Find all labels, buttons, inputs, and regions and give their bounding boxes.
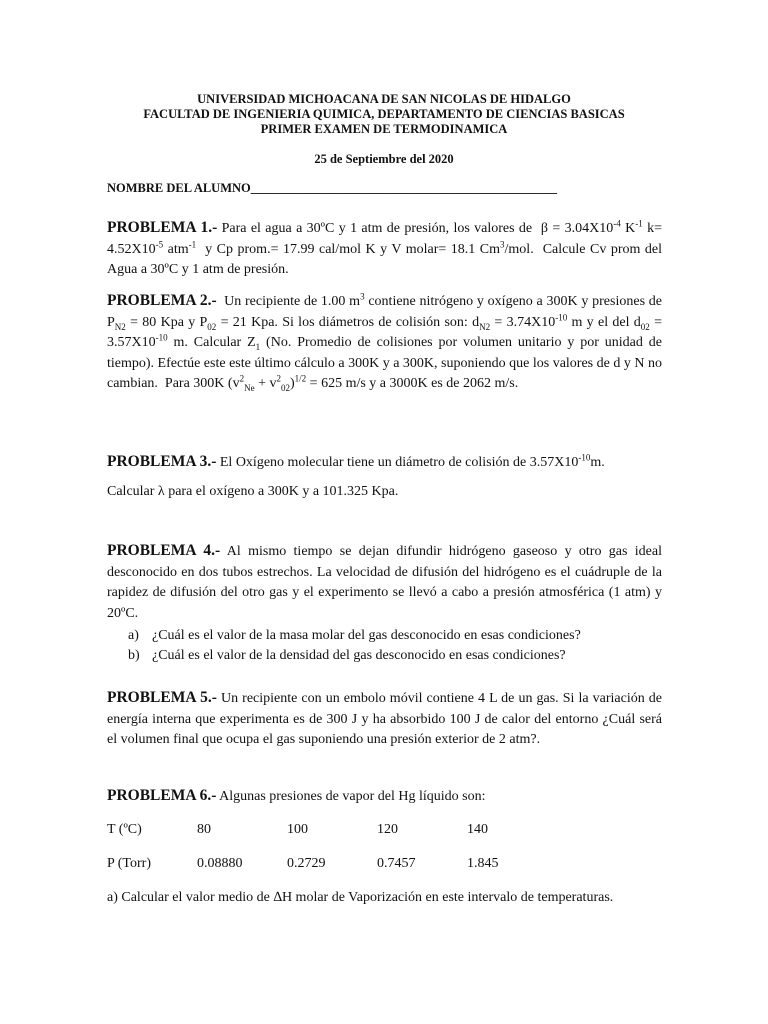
table-row-label: T (ºC) [107,822,142,837]
table-cell: 80 [197,822,211,837]
problem-2-label: PROBLEMA 2.- [107,292,217,309]
table-row-label: P (Torr) [107,856,151,871]
table-cell: 120 [377,822,398,837]
problem-3-question: Calcular λ para el oxígeno a 300K y a 101.325 Kpa. [107,484,399,499]
problem-4 [107,541,662,624]
problem-4-text: Al mismo tiempo se dejan difundir hidrógeno gaseoso y otro gas ideal desconocido en dos tubos estrechos. La velocidad de difusión del hidrógeno es el cuádruple de la rapidez de difusión del otro gas y el experimento se llevó a cabo a presión atmosférica (1 atm) y 20ºC. [107,544,662,621]
university-title: UNIVERSIDAD MICHOACANA DE SAN NICOLAS DE HIDALGO [197,92,571,106]
problem-5 [107,688,662,751]
problem-6-text: Algunas presiones de vapor del Hg líquido son: [219,789,486,804]
table-cell: 1.845 [467,856,499,871]
problem-4-item-b: b) ¿Cuál es el valor de la densidad del gas desconocido en esas condiciones? [128,648,566,663]
table-cell: 140 [467,822,488,837]
problem-6-question: a) Calcular el valor medio de ∆H molar de Vaporización en este intervalo de temperaturas. [107,890,614,905]
table-cell: 0.08880 [197,856,243,871]
problem-6 [107,786,662,808]
problem-1-label: PROBLEMA 1.- [107,219,218,236]
faculty-title: FACULTAD DE INGENIERIA QUIMICA, DEPARTAMENTO DE CIENCIAS BASICAS [143,107,625,121]
problem-3: PROBLEMA 3.- El Oxígeno molecular tiene un diámetro de colisión de $3.57X10^{-10}m$. [107,452,605,470]
problem-5-text: Un recipiente con un embolo móvil contiene 4 L de un gas. Si la variación de energía interna que experimenta es de 300 J y ha absorbido 100 J de calor del entorno ¿Cuál será el volumen final que ocupa el gas suponiendo una presión exterior de 2 atm?. [107,691,663,747]
problem-2: PROBLEMA 2.- Un recipiente de 1.00 $m^3$ contiene nitrógeno y oxígeno a 300K y presiones de $P_{N2} = 80$ Kpa y $P_{02} = 21$ Kpa. Si los diámetros de colisión son: $d_{N2} = 3.74X10^{-10}$ m y el del $d_{02} = 3.57X10^{-10}$ m. Calcular $Z_1$ (No. Promedio de colisiones por volumen unitario y por unidad de tiempo). Efectúe este este último cálculo a 300K y a 300K, suponiendo que los valores de d y N no cambian. Para 300K $(v^2_{Ne} + v^2_{02})^{1/2} = 625$ m/s y a 3000K es de 2062 m/s. [107,291,662,393]
problem-4-label: PROBLEMA 4.- [107,542,221,559]
problem-5-label: PROBLEMA 5.- [107,689,217,706]
problem-4-item-a: a) ¿Cuál es el valor de la masa molar del gas desconocido en esas condiciones? [128,628,581,643]
student-name-line: NOMBRE DEL ALUMNO_________________________________________________ [107,181,558,195]
problem-1: PROBLEMA 1.- Para el agua a 30ºC y 1 atm de presión, los valores de $\beta = 3.04X10^{-4}$ $K^{-1}$ $k= 4.52X10^{-5}$ atm$^{-1}$ y Cp prom.= 17.99 cal/mol K y V molar= 18.1 Cm$^3$/mol. Calcule Cv prom del Agua a 30ºC y 1 atm de presión. [107,218,663,277]
table-cell: 0.7457 [377,856,416,871]
problem-3-label: PROBLEMA 3.- [107,453,217,470]
exam-title: PRIMER EXAMEN DE TERMODINAMICA [260,122,508,136]
table-cell: 100 [287,822,308,837]
table-cell: 0.2729 [287,856,326,871]
problem-6-label: PROBLEMA 6.- [107,787,217,804]
exam-date: 25 de Septiembre del 2020 [314,152,454,166]
